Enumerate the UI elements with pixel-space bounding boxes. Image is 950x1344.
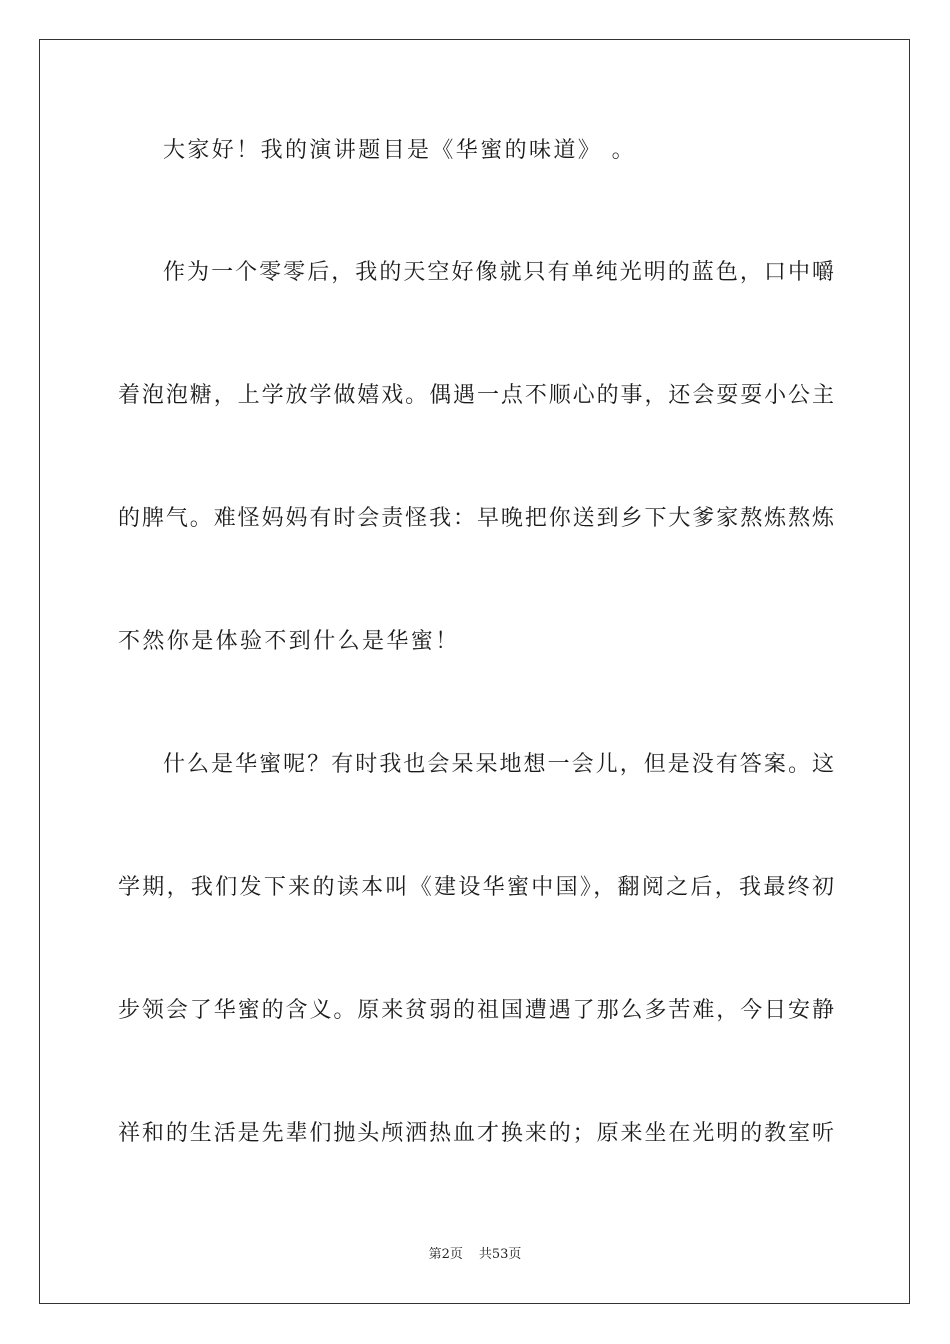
page-footer bbox=[0, 1246, 950, 1264]
paragraph-line: 祥和的生活是先辈们抛头颅洒热血才换来的；原来坐在光明的教室听 bbox=[118, 1121, 834, 1146]
paragraph-line: 作为一个零零后，我的天空好像就只有单纯光明的蓝色，口中嚼 bbox=[163, 260, 834, 285]
paragraph-line: 的脾气。难怪妈妈有时会责怪我：早晚把你送到乡下大爹家熬炼熬炼 bbox=[118, 506, 834, 531]
paragraph-line: 大家好！我的演讲题目是《华蜜的味道》 。 bbox=[163, 138, 636, 163]
total-pages: 共53页 bbox=[478, 1247, 522, 1262]
page-border bbox=[39, 39, 910, 1304]
paragraph-line: 步领会了华蜜的含义。原来贫弱的祖国遭遇了那么多苦难，今日安静 bbox=[118, 998, 834, 1023]
paragraph-line: 着泡泡糖，上学放学做嬉戏。偶遇一点不顺心的事，还会耍耍小公主 bbox=[118, 383, 834, 408]
paragraph-line: 不然你是体验不到什么是华蜜！ bbox=[118, 629, 460, 654]
paragraph-line: 学期，我们发下来的读本叫《建设华蜜中国》，翻阅之后，我最终初 bbox=[118, 875, 834, 900]
paragraph-line: 什么是华蜜呢？有时我也会呆呆地想一会儿，但是没有答案。这 bbox=[163, 752, 834, 777]
page-number: 第2页 bbox=[428, 1247, 463, 1262]
